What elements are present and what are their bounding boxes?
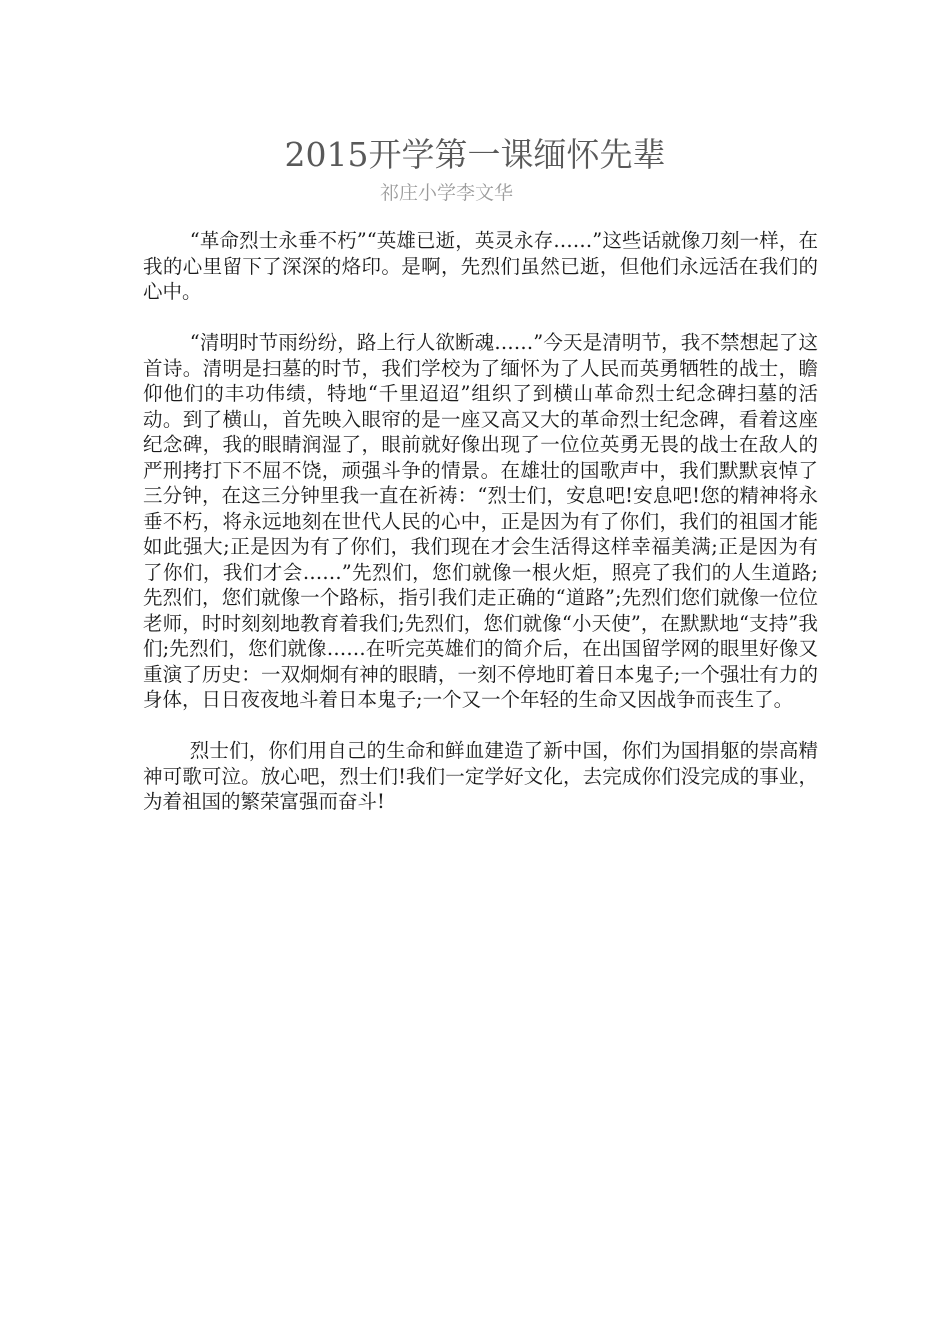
paragraph-1: “革命烈士永垂不朽”“英雄已逝，英灵永存……”这些话就像刀刻一样，在我的心里留下了深深的烙印。是啊，先烈们虽然已逝，但他们永远活在我们的心中。 [143,229,818,303]
document-title: 2015开学第一课缅怀先辈 [284,135,666,174]
paragraph-3: 烈士们，你们用自己的生命和鲜血建造了新中国，你们为国捐躯的崇高精神可歌可泣。放心吧，烈士们!我们一定学好文化，去完成你们没完成的事业，为着祖国的繁荣富强而奋斗! [143,739,818,813]
paragraph-2: “清明时节雨纷纷，路上行人欲断魂……”今天是清明节，我不禁想起了这首诗。清明是扫墓的时节，我们学校为了缅怀为了人民而英勇牺牲的战士，瞻仰他们的丰功伟绩，特地“千里迢迢”组织了到横山革命烈士纪念碑扫墓的活动。到了横山，首先映入眼帘的是一座又高又大的革命烈士纪念碑，看着这座纪念碑，我的眼睛润湿了，眼前就好像出现了一位位英勇无畏的战士在敌人的严刑拷打下不屈不饶，顽强斗争的情景。在雄壮的国歌声中，我们默默哀悼了三分钟，在这三分钟里我一直在祈祷：“烈士们，安息吧!安息吧!您的精神将永垂不朽，将永远地刻在世代人民的心中，正是因为有了你们，我们的祖国才能如此强大;正是因为有了你们，我们现在才会生活得这样幸福美满;正是因为有了你们，我们才会……”先烈们，您们就像一根火炬，照亮了我们的人生道路;先烈们，您们就像一个路标，指引我们走正确的“道路”;先烈们您们就像一位位老师，时时刻刻地教育着我们;先烈们，您们就像“小天使”，在默默地“支持”我们;先烈们，您们就像……在听完英雄们的简介后，在出国留学网的眼里好像又重演了历史：一双炯炯有神的眼睛，一刻不停地盯着日本鬼子;一个强壮有力的身体，日日夜夜地斗着日本鬼子;一个又一个年轻的生命又因战争而丧生了。 [143,331,818,711]
author-line: 祁庄小学李文华 [380,182,514,204]
document-body [143,228,818,840]
